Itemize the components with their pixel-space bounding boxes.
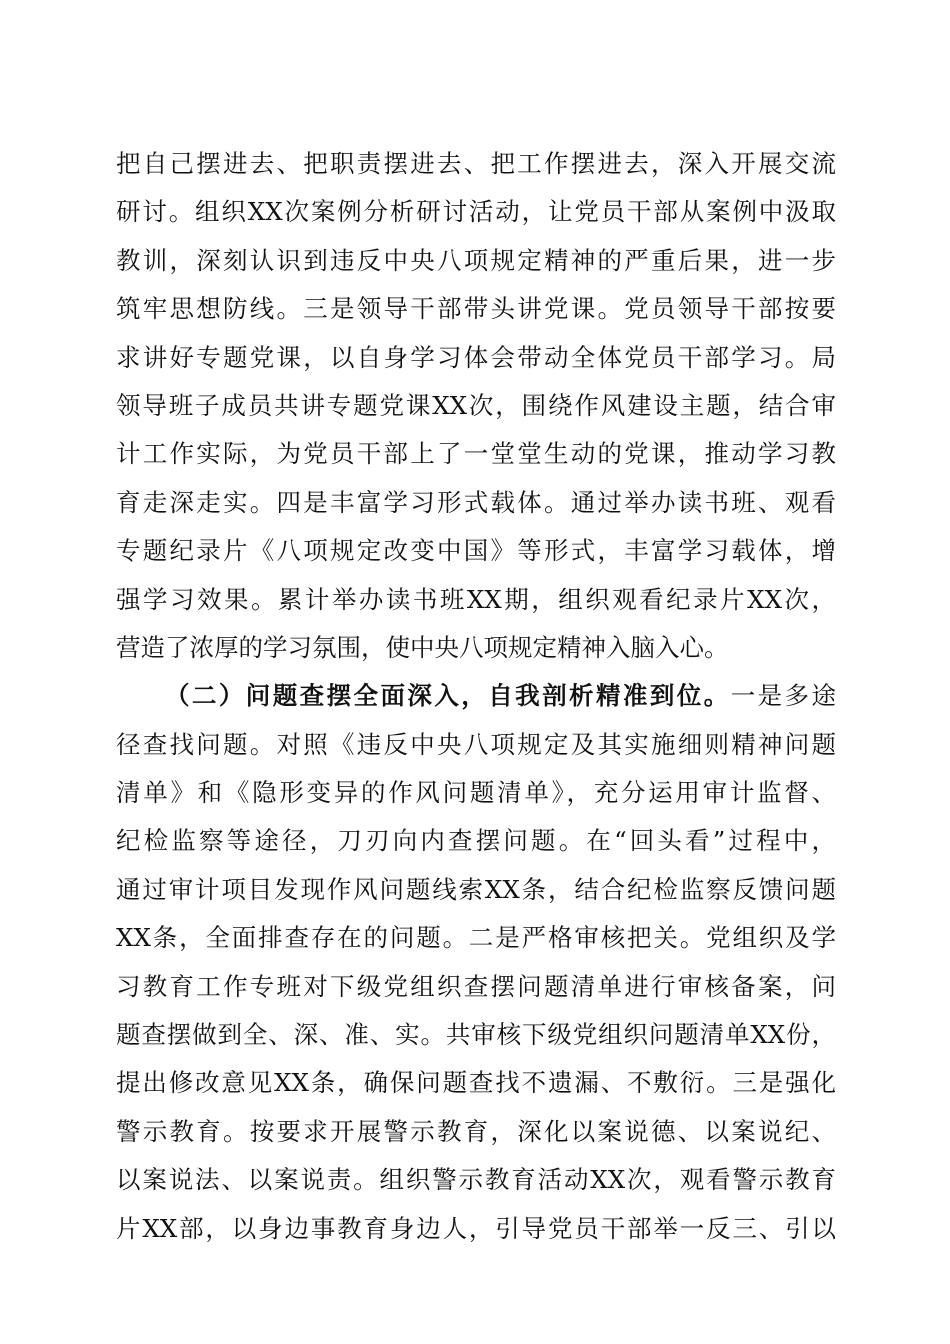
text-line: XX条，全面排查存在的问题。二是严格审核把关。党组织及学 bbox=[116, 923, 836, 953]
text-line: 纪检监察等途径，刀刃向内查摆问题。在“回头看”过程中， bbox=[116, 826, 836, 856]
text-line: 计工作实际，为党员干部上了一堂堂生动的党课，推动学习教 bbox=[116, 439, 836, 469]
text-line: 领导班子成员共讲专题党课XX次，围绕作风建设主题，结合审 bbox=[116, 390, 836, 420]
text-line: 教训，深刻认识到违反中央八项规定精神的严重后果，进一步 bbox=[116, 245, 836, 275]
text-line: 径查找问题。对照《违反中央八项规定及其实施细则精神问题 bbox=[116, 729, 836, 759]
text-line: 通过审计项目发现作风问题线索XX条，结合纪检监察反馈问题 bbox=[116, 874, 836, 904]
text-line: 题查摆做到全、深、准、实。共审核下级党组织问题清单XX份， bbox=[116, 1020, 836, 1050]
text-line: 专题纪录片《八项规定改变中国》等形式，丰富学习载体，增 bbox=[116, 536, 836, 566]
text-line: 求讲好专题党课，以自身学习体会带动全体党员干部学习。局 bbox=[116, 342, 836, 372]
text-line: 以案说法、以案说责。组织警示教育活动XX次，观看警示教育 bbox=[116, 1165, 836, 1195]
text-line: 把自己摆进去、把职责摆进去、把工作摆进去，深入开展交流 bbox=[116, 149, 836, 178]
text-line: 警示教育。按要求开展警示教育，深化以案说德、以案说纪、 bbox=[116, 1116, 836, 1146]
section-heading-line bbox=[116, 672, 836, 720]
body-text bbox=[116, 140, 836, 1253]
text-line: 筑牢思想防线。三是领导干部带头讲党课。党员领导干部按要 bbox=[116, 294, 836, 324]
text-line: 强学习效果。累计举办读书班XX期，组织观看纪录片XX次， bbox=[116, 584, 836, 614]
text-line: 研讨。组织XX次案例分析研讨活动，让党员干部从案例中汲取 bbox=[116, 197, 836, 227]
section-heading-rest: 一是多途 bbox=[730, 681, 836, 711]
text-line: 提出修改意见XX条，确保问题查找不遗漏、不敷衍。三是强化 bbox=[116, 1068, 836, 1098]
text-line: 习教育工作专班对下级党组织查摆问题清单进行审核备案，问 bbox=[116, 971, 836, 1001]
text-line: 营造了浓厚的学习氛围，使中央八项规定精神入脑入心。 bbox=[116, 632, 729, 662]
text-line: 片XX部，以身边事教育身边人，引导党员干部举一反三、引以 bbox=[116, 1213, 836, 1243]
text-line: 育走深走实。四是丰富学习形式载体。通过举办读书班、观看 bbox=[116, 487, 836, 517]
section-heading: （二）问题查摆全面深入，自我剖析精准到位。 bbox=[165, 681, 731, 711]
text-line: 清单》和《隐形变异的作风问题清单》，充分运用审计监督、 bbox=[116, 778, 836, 808]
